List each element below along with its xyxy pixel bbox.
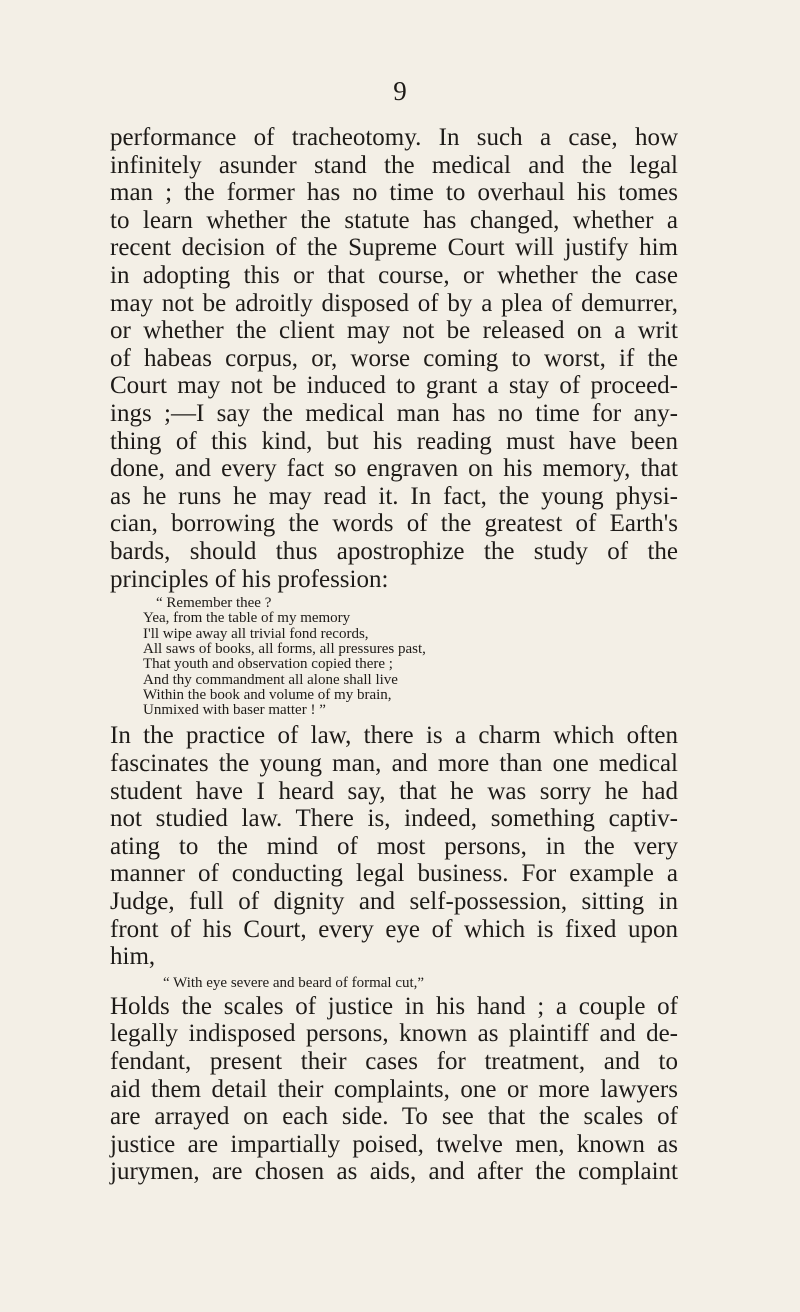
text-line: infinitely asunder stand the medical and the legal [110,151,678,179]
text-line: fendant, present their cases for treatment, and to [110,1048,678,1075]
text-line: in adopting this or that course, or whether the case [110,261,678,289]
text-line: done, and every fact so engraven on his memory, that [110,455,678,483]
text-line: may not be adroitly disposed of by a plea of demurrer, [110,289,678,317]
poem-line: All saws of books, all forms, all pressures past, [143,640,426,657]
text-line: recent decision of the Supreme Court will justify him [110,234,678,262]
text-line: of habeas corpus, or, worse coming to worst, if the [110,344,678,372]
poem-line: And thy commandment all alone shall live [143,671,398,688]
page-body [110,124,678,1186]
block-quote-line: “ With eye severe and beard of formal cut,” [163,974,425,991]
poem-line: Unmixed with baser matter ! ” [143,702,326,719]
text-line: jurymen, are chosen as aids, and after the complaint [110,1158,678,1186]
text-line: manner of conducting legal business. For example a [110,860,678,888]
text-line: Holds the scales of justice in his hand ; a couple of [110,992,678,1020]
text-line: thing of this kind, but his reading must have been [110,427,678,455]
text-line: not studied law. There is, indeed, something captiv- [110,805,678,833]
text-line: as he runs he may read it. In fact, the young physi- [110,482,678,510]
text-line: him, [110,943,156,971]
text-line: justice are impartially poised, twelve men, known as [110,1130,678,1158]
text-line: ating to the mind of most persons, in the very [110,832,678,860]
text-line: Court may not be induced to grant a stay of proceed- [110,372,678,400]
text-line: to learn whether the statute has changed, whether a [110,206,678,234]
poem-line: Yea, from the table of my memory [143,610,351,627]
paragraph-1 [110,124,678,593]
paragraph-3 [110,993,678,1186]
text-line: cian, borrowing the words of the greatest of Earth's [110,510,678,538]
paragraph-2 [110,722,678,970]
text-line: aid them detail their complaints, one or more lawyers [110,1075,678,1103]
text-line: Judge, full of dignity and self-possession, sitting in [110,888,678,916]
poem-line: “ Remember thee ? [156,595,272,612]
text-line: ings ;—I say the medical man has no time for any- [110,399,678,427]
text-line: performance of tracheotomy. In such a case, how [110,124,678,151]
text-line: man ; the former has no time to overhaul his tomes [110,179,678,207]
poem-line: I'll wipe away all trivial fond records, [143,625,369,642]
poem-line: Within the book and volume of my brain, [143,686,392,703]
poem-line: That youth and observation copied there ; [143,656,393,673]
text-line: or whether the client may not be released on a writ [110,317,678,345]
block-quote-poem [143,596,678,718]
text-line: principles of his profession: [110,565,389,593]
text-line: front of his Court, every eye of which is fixed upon [110,915,678,943]
text-line: legally indisposed persons, known as plaintiff and de- [110,1020,678,1048]
text-line: bards, should thus apostrophize the study of the [110,537,678,565]
page-number: 9 [393,76,407,106]
text-line: are arrayed on each side. To see that the scales of [110,1103,678,1131]
text-line: fascinates the young man, and more than one medical [110,750,678,778]
text-line: student have I heard say, that he was sorry he had [110,777,678,805]
text-line: In the practice of law, there is a charm which often [110,722,678,750]
